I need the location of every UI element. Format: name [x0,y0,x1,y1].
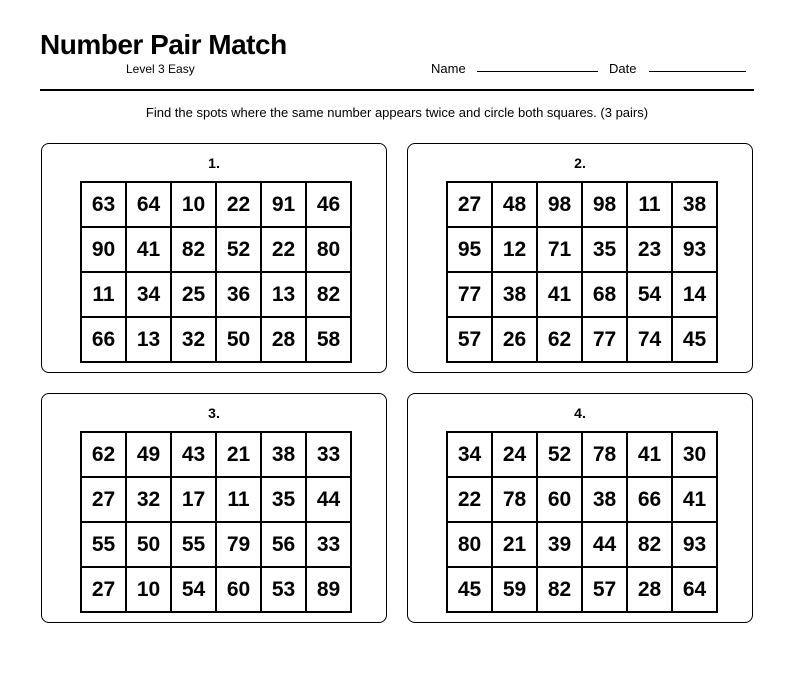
puzzle-number: 1. [208,155,220,171]
grid-cell[interactable]: 30 [672,432,717,477]
grid-cell[interactable]: 10 [171,182,216,227]
grid-cell[interactable]: 34 [447,432,492,477]
grid-cell[interactable]: 56 [261,522,306,567]
grid-row [447,432,717,477]
name-label: Name [431,61,466,76]
grid-cell[interactable]: 44 [306,477,351,522]
grid-cell[interactable]: 89 [306,567,351,612]
grid-cell[interactable]: 62 [537,317,582,362]
grid-cell[interactable]: 22 [216,182,261,227]
grid-cell[interactable]: 26 [492,317,537,362]
grid-cell[interactable]: 21 [492,522,537,567]
puzzle-card [407,393,753,623]
grid-cell[interactable]: 32 [171,317,216,362]
grid-cell[interactable]: 82 [537,567,582,612]
grid-cell[interactable]: 54 [171,567,216,612]
grid-cell[interactable]: 43 [171,432,216,477]
grid-cell[interactable]: 36 [216,272,261,317]
grid-cell[interactable]: 66 [81,317,126,362]
grid-cell[interactable]: 55 [171,522,216,567]
grid-cell[interactable]: 50 [216,317,261,362]
grid-cell[interactable]: 35 [582,227,627,272]
grid-row [81,182,351,227]
grid-row [447,317,717,362]
grid-cell[interactable]: 22 [261,227,306,272]
puzzle-number: 2. [574,155,586,171]
grid-row [447,522,717,567]
grid-cell[interactable]: 38 [582,477,627,522]
grid-cell[interactable]: 48 [492,182,537,227]
grid-row [447,567,717,612]
grid-cell[interactable]: 39 [537,522,582,567]
grid-cell[interactable]: 12 [492,227,537,272]
grid-cell[interactable]: 27 [81,567,126,612]
grid-cell[interactable]: 28 [627,567,672,612]
grid-cell[interactable]: 90 [81,227,126,272]
grid-cell[interactable]: 49 [126,432,171,477]
grid-cell[interactable]: 52 [537,432,582,477]
grid-cell[interactable]: 82 [306,272,351,317]
grid-row [447,477,717,522]
grid-cell[interactable]: 45 [672,317,717,362]
grid-cell[interactable]: 91 [261,182,306,227]
grid-cell[interactable]: 57 [447,317,492,362]
grid-cell[interactable]: 59 [492,567,537,612]
grid-cell[interactable]: 32 [126,477,171,522]
grid-cell[interactable]: 25 [171,272,216,317]
grid-cell[interactable]: 46 [306,182,351,227]
grid-cell[interactable]: 68 [582,272,627,317]
grid-cell[interactable]: 23 [627,227,672,272]
grid-cell[interactable]: 10 [126,567,171,612]
grid-row [81,567,351,612]
grid-cell[interactable]: 53 [261,567,306,612]
grid-cell[interactable]: 79 [216,522,261,567]
puzzle-number: 4. [574,405,586,421]
grid-row [447,227,717,272]
grid-cell[interactable]: 98 [537,182,582,227]
grid-row [81,227,351,272]
grid-cell[interactable]: 11 [81,272,126,317]
grid-row [447,182,717,227]
grid-cell[interactable]: 60 [537,477,582,522]
grid-cell[interactable]: 93 [672,227,717,272]
grid-cell[interactable]: 60 [216,567,261,612]
grid-cell[interactable]: 24 [492,432,537,477]
grid-cell[interactable]: 41 [672,477,717,522]
grid-cell[interactable]: 98 [582,182,627,227]
header-divider [40,89,754,91]
grid-cell[interactable]: 77 [582,317,627,362]
grid-cell[interactable]: 71 [537,227,582,272]
number-grid [80,181,352,363]
grid-cell[interactable]: 45 [447,567,492,612]
grid-cell[interactable]: 41 [537,272,582,317]
grid-cell[interactable]: 11 [216,477,261,522]
grid-cell[interactable]: 82 [627,522,672,567]
grid-cell[interactable]: 52 [216,227,261,272]
grid-cell[interactable]: 54 [627,272,672,317]
grid-cell[interactable]: 27 [81,477,126,522]
grid-cell[interactable]: 95 [447,227,492,272]
worksheet-title: Number Pair Match [40,29,287,60]
grid-cell[interactable]: 80 [306,227,351,272]
grid-cell[interactable]: 38 [492,272,537,317]
grid-cell[interactable]: 66 [627,477,672,522]
grid-cell[interactable]: 78 [582,432,627,477]
puzzle-card [407,143,753,373]
grid-row [81,432,351,477]
name-field-line[interactable] [477,71,598,72]
date-label: Date [609,61,637,76]
grid-cell[interactable]: 21 [216,432,261,477]
number-grid [446,431,718,613]
grid-cell[interactable]: 57 [582,567,627,612]
grid-cell[interactable]: 58 [306,317,351,362]
grid-cell[interactable]: 33 [306,432,351,477]
grid-row [447,272,717,317]
grid-cell[interactable]: 13 [261,272,306,317]
grid-cell[interactable]: 78 [492,477,537,522]
grid-cell[interactable]: 62 [81,432,126,477]
grid-cell[interactable]: 38 [261,432,306,477]
grid-row [81,477,351,522]
grid-cell[interactable]: 74 [627,317,672,362]
grid-cell[interactable]: 11 [627,182,672,227]
grid-cell[interactable]: 80 [447,522,492,567]
date-field-line[interactable] [649,71,746,72]
instructions-text: Find the spots where the same number appears twice and circle both squares. (3 pairs) [145,105,649,120]
grid-cell[interactable]: 93 [672,522,717,567]
grid-cell[interactable]: 14 [672,272,717,317]
grid-cell[interactable]: 34 [126,272,171,317]
puzzle-card [41,393,387,623]
grid-cell[interactable]: 35 [261,477,306,522]
grid-cell[interactable]: 41 [126,227,171,272]
grid-cell[interactable]: 27 [447,182,492,227]
grid-cell[interactable]: 55 [81,522,126,567]
number-grid [80,431,352,613]
grid-cell[interactable]: 13 [126,317,171,362]
grid-cell[interactable]: 64 [126,182,171,227]
grid-cell[interactable]: 63 [81,182,126,227]
grid-cell[interactable]: 44 [582,522,627,567]
grid-row [81,272,351,317]
grid-row [81,317,351,362]
level-label: Level 3 Easy [126,62,195,76]
grid-cell[interactable]: 38 [672,182,717,227]
grid-cell[interactable]: 50 [126,522,171,567]
grid-cell[interactable]: 77 [447,272,492,317]
number-grid [446,181,718,363]
grid-cell[interactable]: 82 [171,227,216,272]
grid-cell[interactable]: 28 [261,317,306,362]
grid-cell[interactable]: 33 [306,522,351,567]
grid-cell[interactable]: 41 [627,432,672,477]
grid-row [81,522,351,567]
grid-cell[interactable]: 17 [171,477,216,522]
grid-cell[interactable]: 22 [447,477,492,522]
puzzle-card [41,143,387,373]
grid-cell[interactable]: 64 [672,567,717,612]
puzzle-number: 3. [208,405,220,421]
